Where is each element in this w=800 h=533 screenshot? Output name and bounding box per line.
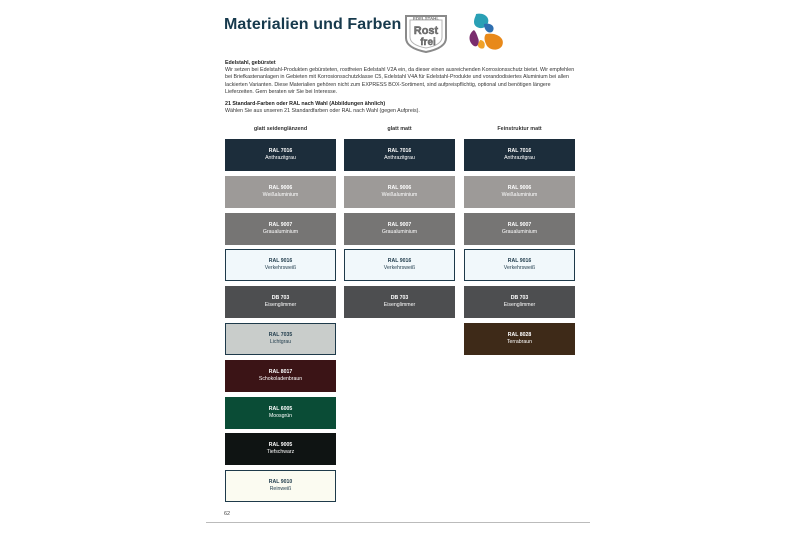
color-swatch xyxy=(344,213,455,245)
color-swatch xyxy=(464,176,575,208)
swatch-name: Graualuminium xyxy=(381,229,418,235)
swatch-code: RAL 9007 xyxy=(387,222,412,228)
swatch-name: Schokoladenbraun xyxy=(258,376,303,382)
swatch-code: RAL 9016 xyxy=(507,258,532,264)
swatch-name: Verkehrsweiß xyxy=(264,265,297,271)
column-header-feinstruktur-matt: Feinstruktur matt xyxy=(497,126,542,132)
column-header-glatt-seidenglaenzend: glatt seidenglänzend xyxy=(253,126,308,132)
swatch-name: Anthrazitgrau xyxy=(384,155,415,161)
swatch-name: Moosgrün xyxy=(268,413,293,419)
swatch-name: Weißaluminium xyxy=(501,192,538,198)
color-swatch xyxy=(225,249,336,281)
swatch-code: RAL 9005 xyxy=(268,442,293,448)
swatch-code: DB 703 xyxy=(271,295,290,301)
color-swatch xyxy=(225,139,336,171)
logo-rost-line2: Rost xyxy=(413,25,439,37)
swatch-code: RAL 9016 xyxy=(387,258,412,264)
swatch-name: Graualuminium xyxy=(262,229,299,235)
standard-heading: 21 Standard-Farben oder RAL nach Wahl (Abbildungen ähnlich) xyxy=(225,101,386,107)
swatch-name: Anthrazitgrau xyxy=(504,155,535,161)
swatch-name: Verkehrsweiß xyxy=(383,265,416,271)
intro-section xyxy=(225,60,580,96)
swatch-code: RAL 9006 xyxy=(387,185,412,191)
color-swatch xyxy=(225,397,336,429)
rostfrei-shield-logo xyxy=(402,12,450,54)
swatch-code: RAL 9007 xyxy=(268,222,293,228)
column-header-glatt-matt: glatt matt xyxy=(387,126,412,132)
swatch-code: RAL 7016 xyxy=(507,148,532,154)
swatch-code: RAL 9006 xyxy=(268,185,293,191)
color-swatch xyxy=(464,139,575,171)
page-title: Materialien und Farben xyxy=(224,16,402,33)
swatch-code: RAL 7016 xyxy=(387,148,412,154)
intro-text: Wir setzen bei Edelstahl-Produkten gebürsteten, rostfreien Edelstahl V2A ein, da dieser einen ausreichenden Korrosionsschutz bietet. Wir empfehlen bei Briefkastenanlagen in Gebieten mit Korrosionsschutzklasse C5, Edelstahl V4A für Edelstahl-Produkte und vorandodisiertes Aluminium bei allen lackierten Varianten. Diese Materialien gehören nicht zum EXPRESS BOX-Sortiment, sind aufpreispflichtig, optional und benötigen längere Lieferzeiten. Gern beraten wir Sie bei Interesse. xyxy=(225,67,575,95)
swatch-name: Graualuminium xyxy=(501,229,538,235)
footer-divider xyxy=(206,522,590,523)
swatch-name: Reinweiß xyxy=(269,486,292,492)
color-swatch xyxy=(464,323,575,355)
color-swatch xyxy=(344,176,455,208)
swatch-name: Verkehrsweiß xyxy=(503,265,536,271)
swatch-name: Eisenglimmer xyxy=(383,302,416,308)
swatch-name: Anthrazitgrau xyxy=(265,155,296,161)
color-swatch xyxy=(344,249,455,281)
color-swatch xyxy=(225,470,336,502)
swatch-name: Weißaluminium xyxy=(381,192,418,198)
swatch-code: DB 703 xyxy=(390,295,409,301)
color-swatch xyxy=(225,323,336,355)
color-swatch xyxy=(225,286,336,318)
color-swatch xyxy=(225,213,336,245)
swatch-code: RAL 9006 xyxy=(507,185,532,191)
color-swatch xyxy=(464,213,575,245)
swatch-name: Tiefschwarz xyxy=(266,449,295,455)
swatch-code: DB 703 xyxy=(510,295,529,301)
swatch-code: RAL 7016 xyxy=(268,148,293,154)
swatch-code: RAL 8017 xyxy=(268,369,293,375)
intro-heading: Edelstahl, gebürstet xyxy=(225,60,276,66)
swatch-name: Eisenglimmer xyxy=(264,302,297,308)
color-swatch xyxy=(344,139,455,171)
swatch-code: RAL 7035 xyxy=(268,332,293,338)
swatch-code: RAL 9016 xyxy=(268,258,293,264)
standard-text: Wählen Sie aus unseren 21 Standardfarben oder RAL nach Wahl (gegen Aufpreis). xyxy=(225,108,420,115)
color-swatch xyxy=(464,286,575,318)
swatch-name: Weißaluminium xyxy=(262,192,299,198)
logo-rost-line1: EDELSTAHL xyxy=(412,16,440,21)
color-swatch xyxy=(464,249,575,281)
color-swatch xyxy=(225,360,336,392)
swatch-code: RAL 9010 xyxy=(268,479,293,485)
swatch-code: RAL 9007 xyxy=(507,222,532,228)
swatch-code: RAL 6005 xyxy=(268,406,293,412)
color-swatch xyxy=(225,176,336,208)
color-drops-logo xyxy=(462,10,508,54)
standard-colors-section xyxy=(225,101,580,115)
page-number: 62 xyxy=(224,511,231,517)
swatch-name: Lichtgrau xyxy=(269,339,292,345)
swatch-name: Eisenglimmer xyxy=(503,302,536,308)
color-swatch xyxy=(225,433,336,465)
color-swatch xyxy=(344,286,455,318)
logo-rost-line3: frei xyxy=(420,37,436,48)
swatch-name: Terrabraun xyxy=(506,339,533,345)
swatch-code: RAL 8028 xyxy=(507,332,532,338)
